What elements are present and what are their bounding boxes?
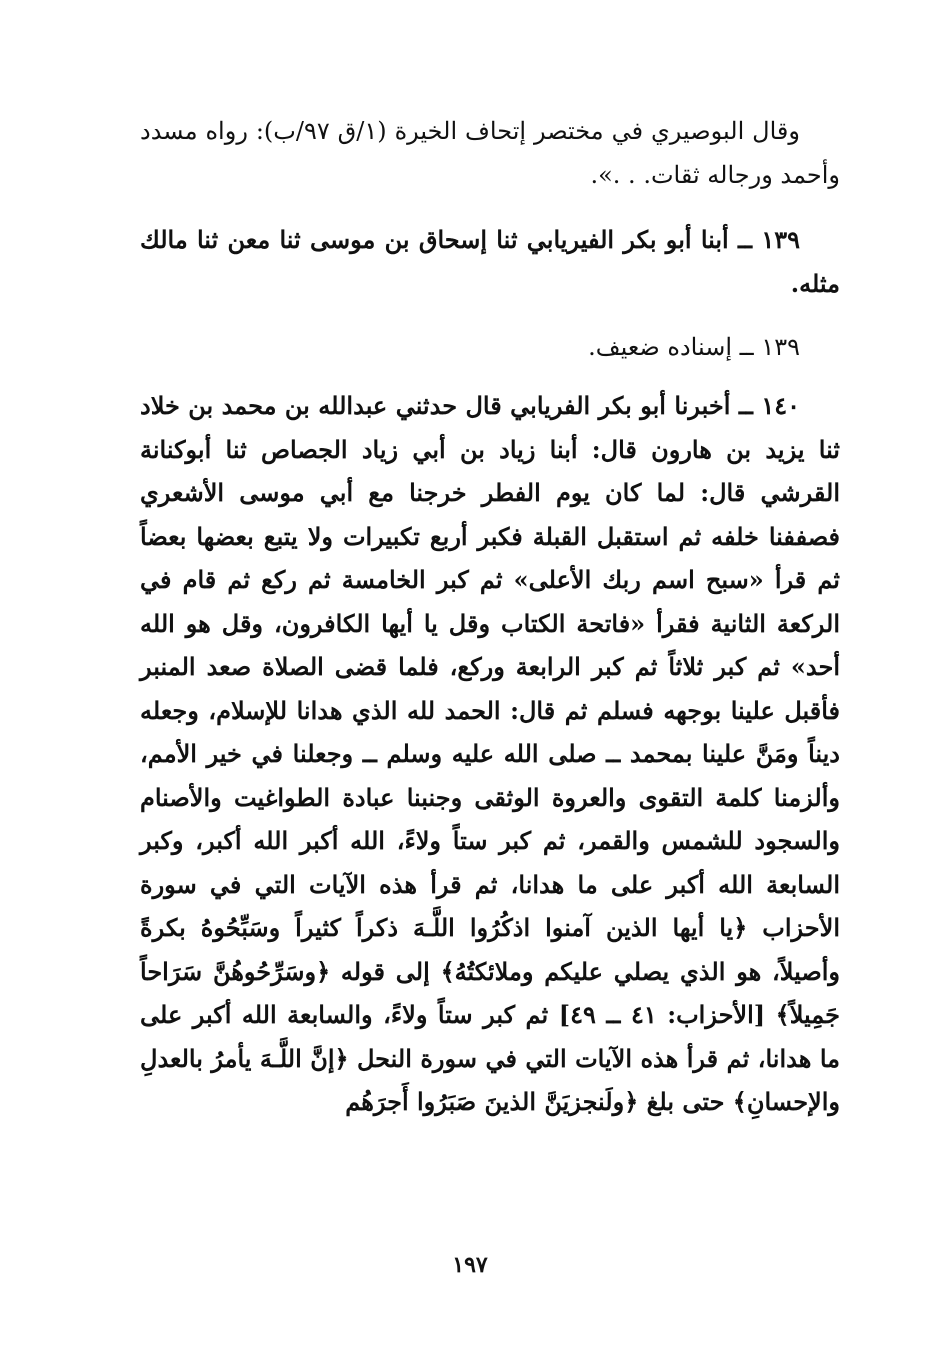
page-number: ١٩٧ <box>452 1252 488 1278</box>
note-busiri-paragraph: وقال البوصيري في مختصر إتحاف الخيرة (١/ق ٩٧/ب): رواه مسدد وأحمد ورجاله ثقات. . .». <box>140 117 840 189</box>
hadith-139-paragraph: ١٣٩ ــ أبنا أبو بكر الفيريابي ثنا إسحاق بن موسى ثنا معن ثنا مالك مثله. <box>140 225 840 298</box>
grading-139-paragraph: ١٣٩ ــ إسناده ضعيف. <box>588 333 800 361</box>
hadith-140-paragraph: ١٤٠ ــ أخبرنا أبو بكر الفريابي قال حدثني عبدالله بن محمد بن خلاد ثنا يزيد بن هارون قال: أبنا زياد بن أبي زياد الجصاص ثنا أبوكنانة القرشي قال: لما كان يوم الفطر خرجنا مع أبي موسى الأشعري فصففنا خلفه ثم استقبل القبلة فكبر أربع تكبيرات ولا يتبع بعضها بعضاً ثم قرأ «سبح اسم ربك الأعلى» ثم كبر الخامسة ثم ركع ثم قام في الركعة الثانية فقرأ «فاتحة الكتاب وقل يا أيها الكافرون، وقل هو الله أحد» ثم كبر ثلاثاً ثم كبر الرابعة وركع، فلما قضى الصلاة صعد المنبر فأقبل علينا بوجهه فسلم ثم قال: الحمد لله الذي هدانا للإسلام، وجعله ديناً ومَنَّ علينا بمحمد ــ صلى الله عليه وسلم ــ وجعلنا في خير الأمم، وألزمنا كلمة التقوى والعروة الوثقى وجنبنا عبادة الطواغيت والأصنام والسجود للشمس والقمر، ثم كبر ستاً ولاءً، الله أكبر الله أكبر، وكبر السابعة الله أكبر على ما هدانا، ثم قرأ هذه الآيات التي في سورة الأحزاب ﴿يا أيها الذين آمنوا اذكُرُوا اللَّـهَ ذكراً كثيراً وسَبِّحُوهُ بكرةً وأصيلاً، هو الذي يصلي عليكم وملائكتُهُ﴾ إلى قوله ﴿وسَرِّحُوهُنَّ سَرَاحاً جَمِيلاً﴾ [الأحزاب: ٤١ ــ ٤٩] ثم كبر ستاً ولاءً، والسابعة الله أكبر على ما هدانا، ثم قرأ هذه الآيات التي في سورة النحل ﴿إنَّ اللَّـهَ يأمرُ بالعدلِ والإحسانِ﴾ حتى بلغ ﴿ولَنجزيَنَّ الذينَ صَبَرُوا أَجرَهُم <box>140 391 840 1116</box>
